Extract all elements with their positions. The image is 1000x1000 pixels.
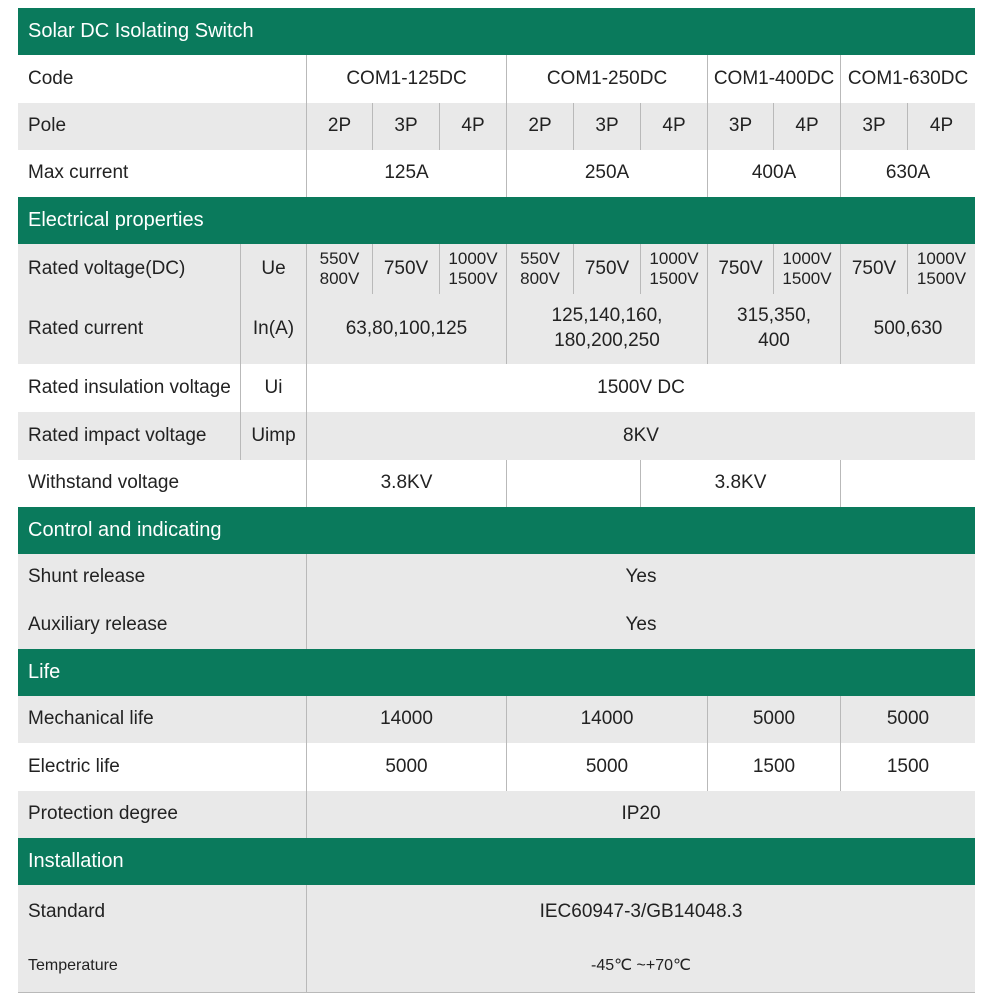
rated-voltage-label: Rated voltage(DC) [28,257,186,279]
mechanical-row [18,696,975,744]
code-630: COM1-630DC [840,55,975,103]
rated-current-row [18,294,975,365]
rated-voltage-cell: 550V 800V [506,244,573,294]
protection-value: IP20 [306,791,975,838]
impact-label: Rated impact voltage [28,424,207,446]
pole-label: Pole [28,115,67,137]
rated-voltage-cell: 1000V 1500V [640,244,707,294]
max-current-label: Max current [28,162,129,184]
max-current-row [18,150,975,197]
auxiliary-label: Auxiliary release [28,613,168,635]
pole-cell: 4P [773,103,840,150]
shunt-value: Yes [306,554,975,601]
standard-value: IEC60947-3/GB14048.3 [306,885,975,940]
max-current-cell: 630A [840,150,975,197]
electric-cell: 1500 [840,743,975,791]
pole-cell: 3P [573,103,640,150]
electric-row [18,743,975,792]
table-title-bar [18,8,975,55]
impact-row [18,412,975,461]
temperature-value: -45℃ ~+70℃ [306,940,975,992]
section-electrical-title: Electrical properties [28,209,204,231]
mechanical-cell: 14000 [506,696,707,743]
section-control-title: Control and indicating [28,519,222,541]
temperature-row [18,940,975,993]
auxiliary-value: Yes [306,601,975,649]
electric-label: Electric life [28,755,120,777]
rated-voltage-cell: 750V [573,244,640,294]
shunt-label: Shunt release [28,566,146,588]
electric-cell: 5000 [306,743,506,791]
rated-current-label: Rated current [28,317,144,339]
withstand-cell: 3.8KV [640,460,840,507]
rated-voltage-cell: 550V 800V [306,244,372,294]
withstand-cell: 3.8KV [306,460,506,507]
standard-row [18,885,975,941]
max-current-cell: 250A [506,150,707,197]
section-electrical [18,197,975,244]
rated-voltage-symbol: Ue [240,244,306,294]
impact-value: 8KV [306,412,975,460]
rated-voltage-cell: 1000V 1500V [773,244,840,294]
table-title: Solar DC Isolating Switch [28,20,254,42]
electric-cell: 1500 [707,743,840,791]
electric-cell: 5000 [506,743,707,791]
mechanical-cell: 5000 [840,696,975,743]
standard-label: Standard [28,901,106,923]
pole-cell: 3P [372,103,439,150]
withstand-row [18,460,975,507]
withstand-cell [506,460,640,507]
auxiliary-row [18,601,975,649]
protection-label: Protection degree [28,803,178,825]
section-control [18,507,975,554]
rated-voltage-cell: 1000V 1500V [907,244,975,294]
rated-voltage-row [18,244,975,295]
mechanical-label: Mechanical life [28,708,154,730]
pole-cell: 2P [506,103,573,150]
pole-cell: 4P [907,103,975,150]
temperature-label: Temperature [28,956,118,974]
pole-cell: 4P [439,103,506,150]
section-life [18,649,975,696]
rated-voltage-cell: 750V [840,244,907,294]
insulation-row [18,364,975,413]
code-250: COM1-250DC [506,55,707,103]
mechanical-cell: 5000 [707,696,840,743]
rated-current-cell: 125,140,160, 180,200,250 [506,294,707,364]
pole-cell: 3P [840,103,907,150]
code-125: COM1-125DC [306,55,506,103]
pole-cell: 2P [306,103,372,150]
section-life-title: Life [28,661,61,683]
pole-cell: 3P [707,103,773,150]
section-installation [18,838,975,885]
rated-voltage-cell: 750V [707,244,773,294]
code-400: COM1-400DC [707,55,840,103]
max-current-cell: 125A [306,150,506,197]
mechanical-cell: 14000 [306,696,506,743]
rated-voltage-cell: 750V [372,244,439,294]
rated-voltage-cell: 1000V 1500V [439,244,506,294]
code-label: Code [28,67,74,89]
rated-current-symbol: In(A) [240,294,306,364]
withstand-cell [840,460,975,507]
shunt-row [18,554,975,602]
insulation-symbol: Ui [240,364,306,412]
rated-current-cell: 63,80,100,125 [306,294,506,364]
protection-row [18,791,975,838]
withstand-label: Withstand voltage [28,472,180,494]
pole-cell: 4P [640,103,707,150]
insulation-value: 1500V DC [306,364,975,412]
max-current-cell: 400A [707,150,840,197]
section-installation-title: Installation [28,850,124,872]
rated-current-cell: 315,350, 400 [707,294,840,364]
impact-symbol: Uimp [240,412,306,460]
pole-row [18,103,975,151]
insulation-label: Rated insulation voltage [28,376,231,398]
rated-current-cell: 500,630 [840,294,975,364]
code-row [18,55,975,104]
